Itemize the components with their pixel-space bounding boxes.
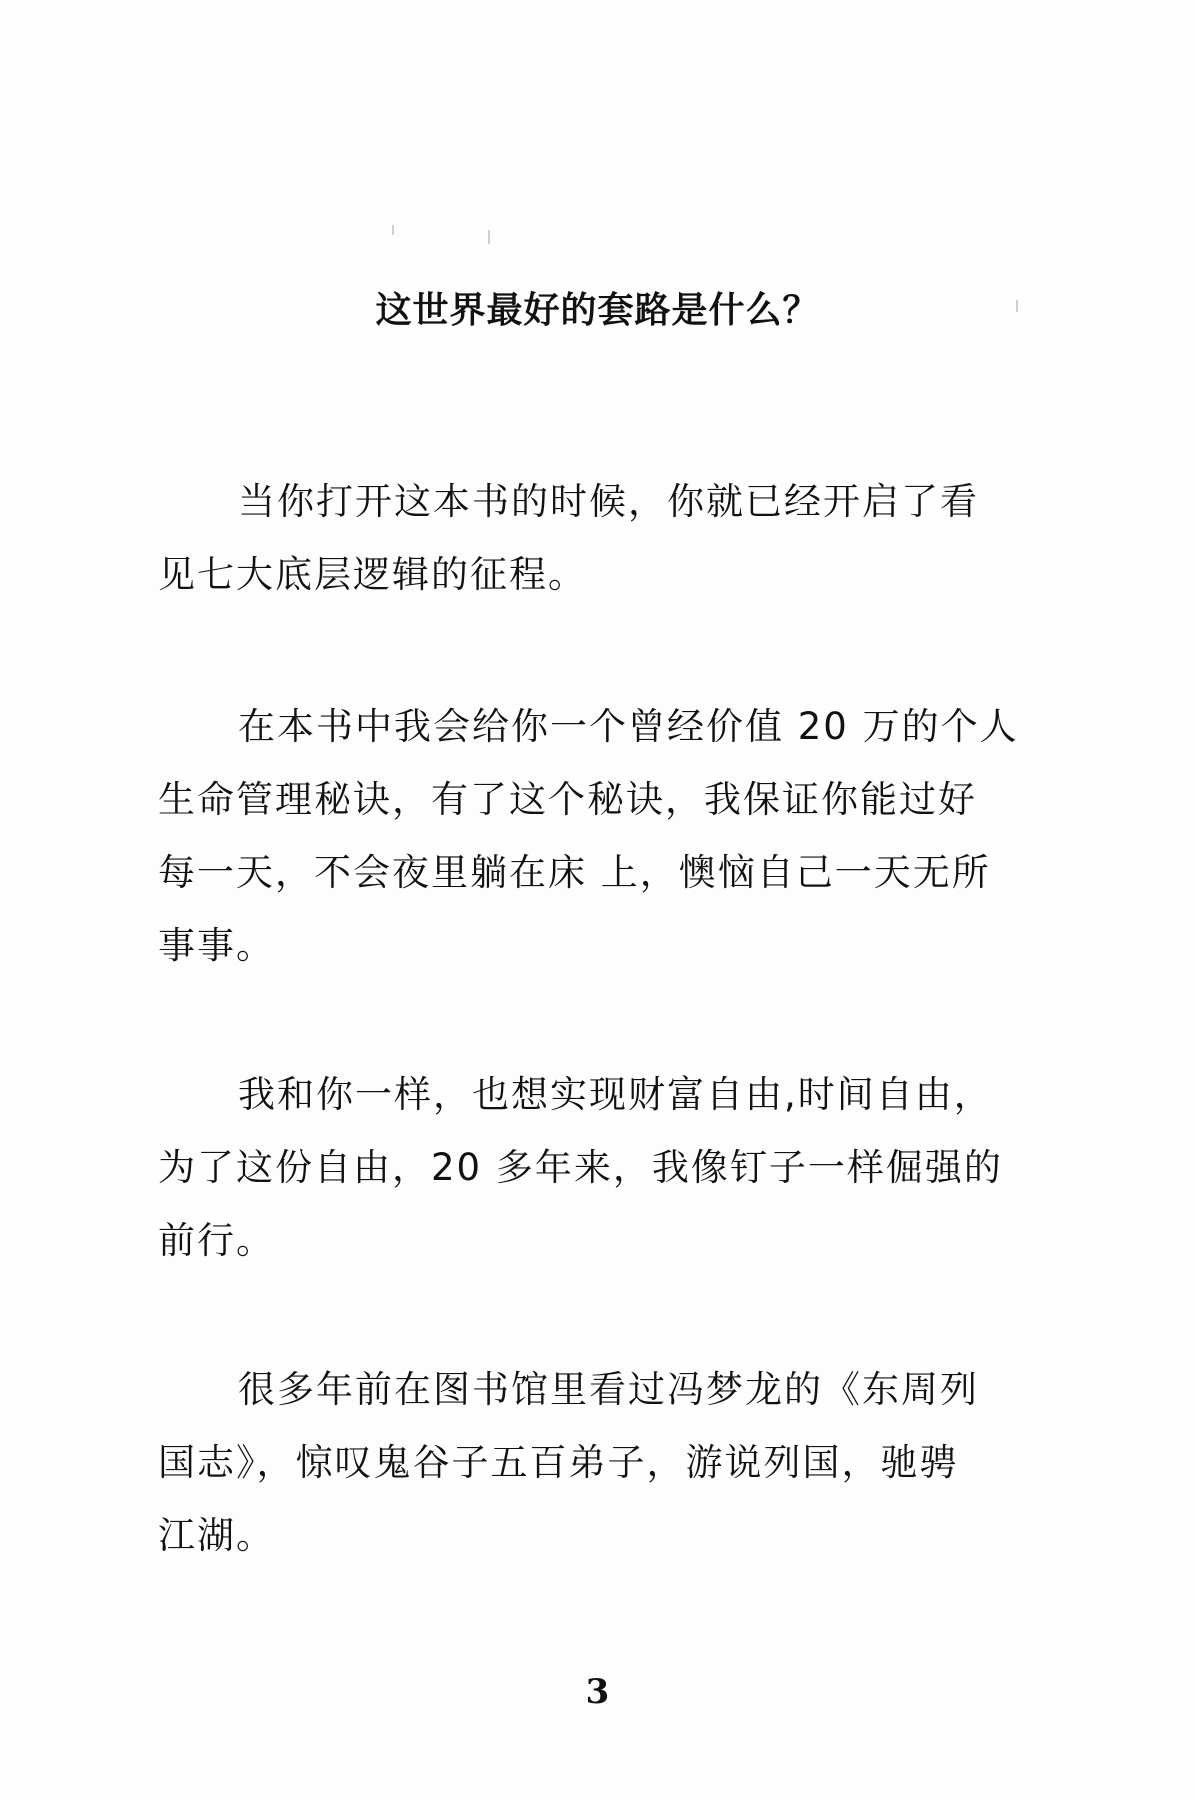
- paragraph-line: 国志》，惊叹鬼谷子五百弟子，游说列国，驰骋: [158, 1441, 959, 1484]
- paragraph-line: 我和你一样，也想实现财富自由,时间自由，: [238, 1073, 993, 1116]
- paragraph-line: 每一天，不会夜里躺在床 上，懊恼自己一天无所: [158, 851, 991, 894]
- paragraph-line: 生命管理秘诀，有了这个秘诀，我保证你能过好: [158, 778, 977, 821]
- paragraph-line: 前行。: [158, 1219, 275, 1262]
- paragraph-line: 当你打开这本书的时候，你就已经开启了看: [238, 480, 979, 523]
- paragraph-line: 很多年前在图书馆里看过冯梦龙的《东周列: [238, 1368, 979, 1411]
- paragraph-line: 事事。: [158, 924, 275, 967]
- paragraph-line: 见七大底层逻辑的征程。: [158, 553, 587, 596]
- paragraph-2: [158, 690, 1038, 982]
- paragraph-4: [158, 1353, 1038, 1572]
- paragraph-1: [158, 465, 1038, 611]
- paragraph-line: 在本书中我会给你一个曾经价值 20 万的个人: [238, 705, 1019, 748]
- page-number: 3: [585, 1672, 610, 1712]
- scan-speck: [488, 230, 490, 244]
- scan-speck: [392, 225, 394, 235]
- chapter-title: 这世界最好的套路是什么？: [375, 290, 820, 331]
- paragraph-line: 江湖。: [158, 1514, 275, 1557]
- paragraph-line: 为了这份自由，20 多年来，我像钉子一样倔强的: [158, 1146, 1003, 1189]
- paragraph-3: [158, 1058, 1038, 1277]
